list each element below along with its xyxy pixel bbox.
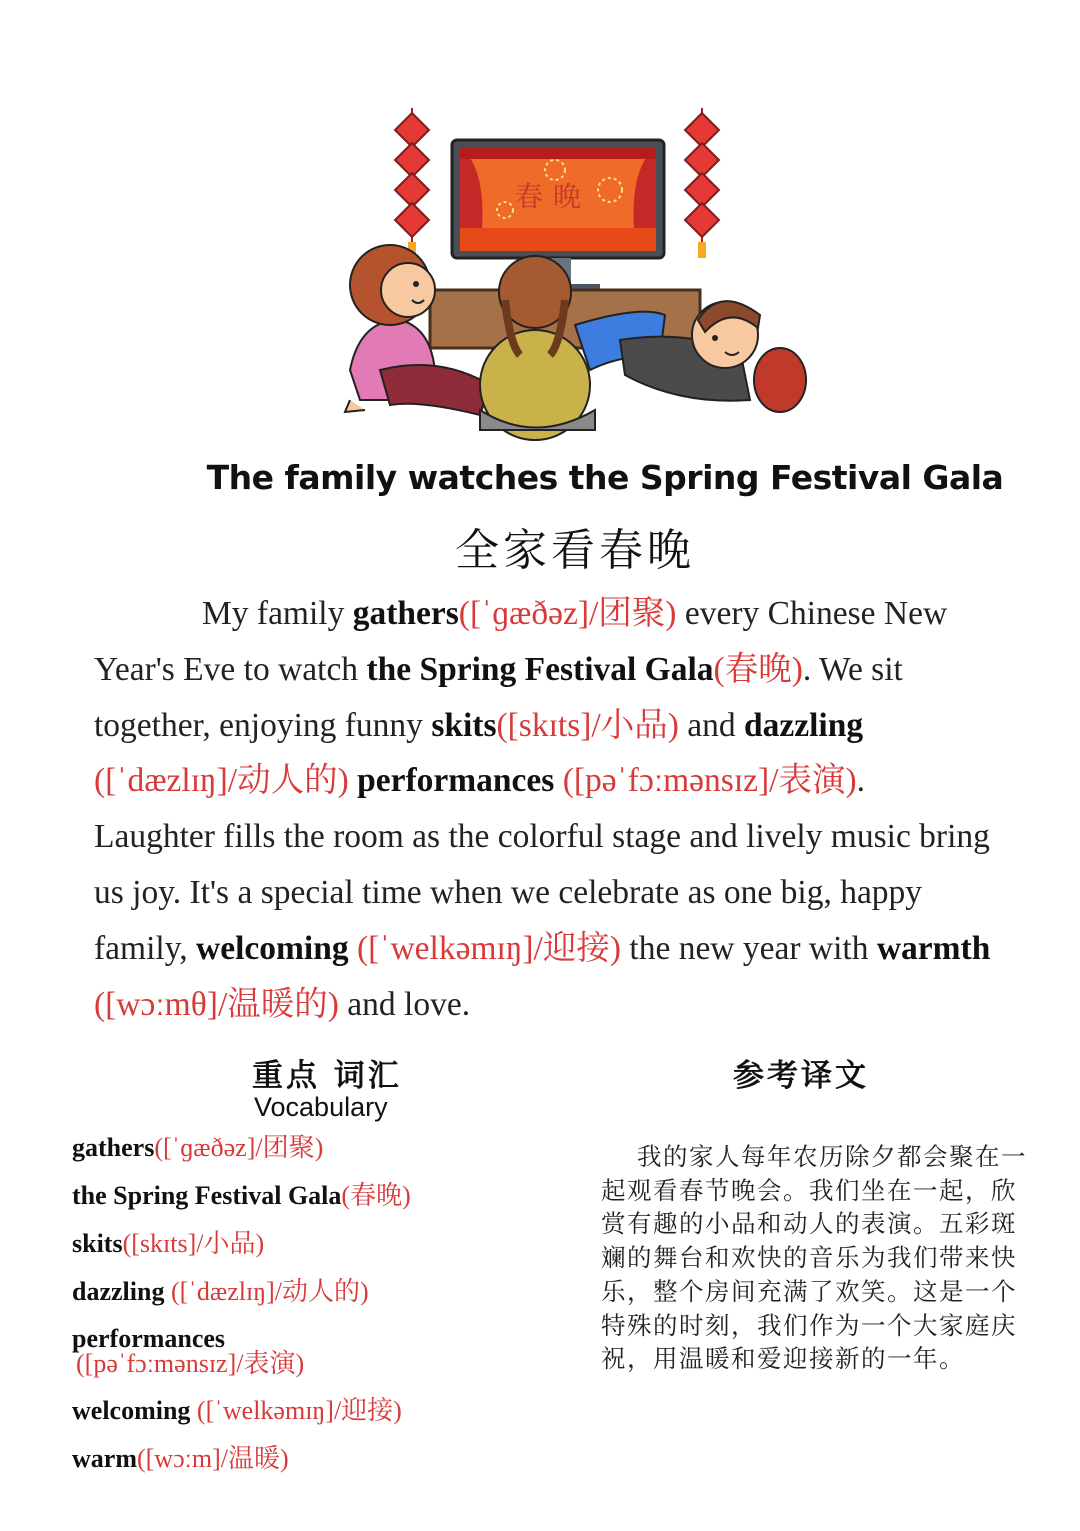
keyword-welcoming: welcoming: [196, 929, 349, 967]
gloss-welcoming: ([ˈwelkəmɪŋ]/迎接): [348, 929, 622, 967]
vocab-gloss: (春晚): [341, 1181, 411, 1210]
gloss-performances: ([pəˈfɔːmənsɪz]/表演): [554, 762, 857, 800]
story-text: and love.: [338, 985, 471, 1023]
vocab-item: [72, 1444, 289, 1474]
vocab-word: warm: [72, 1444, 137, 1473]
story-text: every Chinese New Year's Eve to watch: [94, 595, 948, 688]
story-text: . We sit together, enjoying funny: [94, 650, 903, 744]
keyword-gathers: gathers: [352, 595, 459, 632]
keyword-dazzling: dazzling: [743, 706, 864, 744]
vocab-word: dazzling: [72, 1277, 165, 1306]
vocab-item: [72, 1181, 411, 1211]
page-title-chinese: 全家看春晚: [455, 525, 695, 576]
vocab-word: the Spring Festival Gala: [72, 1181, 342, 1210]
keyword-warmth: warmth: [876, 929, 991, 967]
gloss-gathers: ([ˈɡæðəz]/团聚): [458, 595, 677, 632]
gloss-spring-festival-gala: (春晚): [713, 650, 803, 688]
story-text: the new year with: [621, 929, 877, 967]
vocab-gloss: ([wɔːm]/温暖): [136, 1444, 289, 1473]
story-text: and: [678, 706, 744, 744]
vocab-item: [72, 1277, 369, 1307]
page-title-english: The family watches the Spring Festival Gala: [206, 458, 1004, 497]
vocab-gloss: ([skɪts]/小品): [122, 1229, 265, 1258]
vocab-item: [72, 1229, 264, 1259]
vocab-gloss: ([pəˈfɔːmənsɪz]/表演): [76, 1349, 305, 1378]
lantern-string-icon: [395, 108, 429, 258]
vocab-gloss: ([ˈwelkəmɪŋ]/迎接): [190, 1396, 402, 1425]
vocab-word: performances: [72, 1324, 226, 1353]
story-text: My family: [202, 595, 353, 632]
keyword-performances: performances: [357, 762, 555, 800]
translation-text: 我的家人每年农历除夕都会聚在一起观看春节晚会。我们坐在一起，欣赏有趣的小品和动人的表演。五彩斑斓的舞台和欢快的音乐为我们带来快乐，整个房间充满了欢笑。这是一个特殊的时刻，我们作为一个大家庭庆祝，用温暖和爱迎接新的一年。: [601, 1142, 1027, 1374]
gloss-dazzling: ([ˈdæzlɪŋ]/动人的): [94, 762, 349, 800]
gloss-skits: ([skɪts]/小品): [496, 706, 679, 744]
vocab-word: skits: [72, 1229, 123, 1258]
gloss-warmth: ([wɔːmθ]/温暖的): [94, 985, 339, 1023]
vocab-gloss: ([ˈɡæðəz]/团聚): [154, 1133, 324, 1162]
vocabulary-heading-chinese: 重点 词汇: [252, 1058, 402, 1094]
translation-heading: 参考译文: [733, 1058, 869, 1094]
story-text: . Laughter fills the room as the colorful stage and lively music bring us joy. It's a special time when we celebrate as one big, happy family,: [94, 762, 990, 967]
tv-caption: 春晚: [515, 180, 592, 213]
story-text: [349, 762, 357, 799]
vocab-word: gathers: [72, 1133, 155, 1162]
lantern-string-icon-right: [685, 108, 719, 258]
vocab-item: [72, 1396, 402, 1426]
translation-body: [601, 1140, 1039, 1376]
story-paragraph: [94, 586, 994, 1032]
family-watching-tv-illustration: [320, 100, 810, 445]
vocab-gloss: ([ˈdæzlɪŋ]/动人的): [164, 1277, 369, 1306]
vocab-item: [72, 1133, 323, 1163]
keyword-skits: skits: [431, 706, 497, 744]
keyword-spring-festival-gala: the Spring Festival Gala: [366, 650, 714, 688]
vocabulary-heading-english: Vocabulary: [254, 1092, 388, 1122]
vocab-word: welcoming: [72, 1396, 191, 1425]
